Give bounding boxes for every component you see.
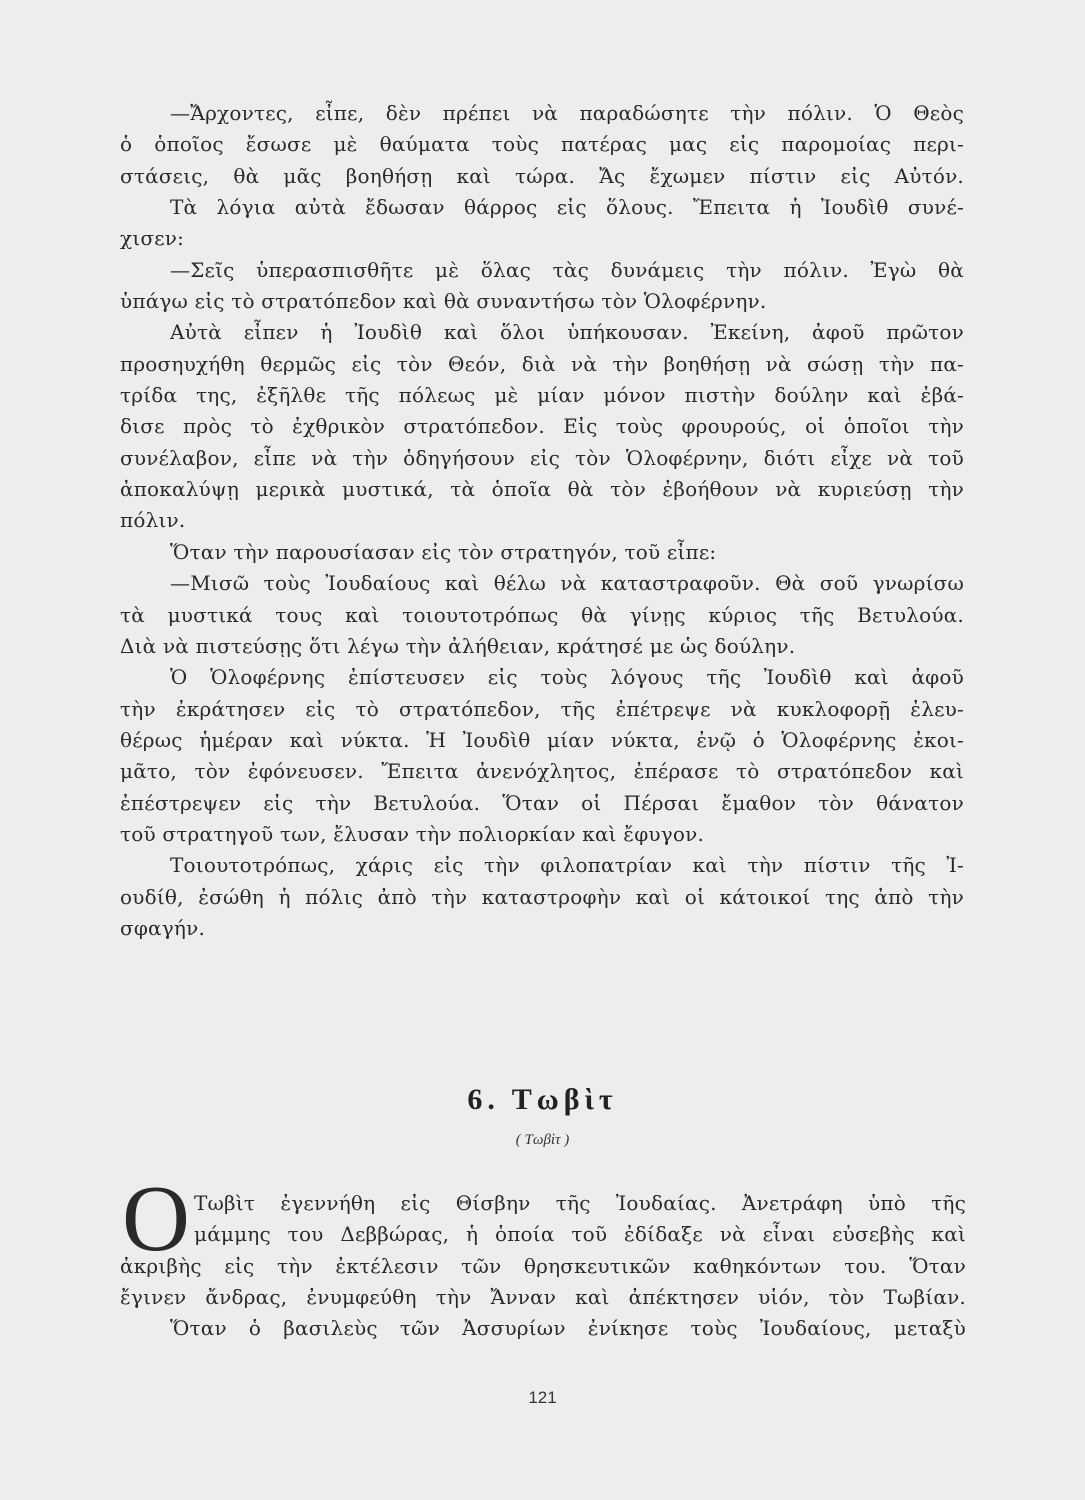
section-title: 6. Τωβὶτ bbox=[467, 1083, 618, 1116]
text-line: τὰ μυστικά τους καὶ τοιουτοτρόπως θὰ γίνῃς κύριος τῆς Βετυλούα. bbox=[120, 602, 964, 627]
text-line: Τωβὶτ ἐγεννήθη εἰς Θίσβην τῆς Ἰουδαίας. Ἀνετράφη ὑπὸ τῆς bbox=[194, 1191, 966, 1215]
text-line: Διὰ νὰ πιστεύσῃς ὅτι λέγω τὴν ἀλήθειαν, κράτησέ με ὡς δούλην. bbox=[120, 633, 796, 658]
text-line: τὴν ἐκράτησεν εἰς τὸ στρατόπεδον, τῆς ἐπέτρεψε νὰ κυκλοφορῇ ἐλευ- bbox=[120, 696, 964, 721]
drop-cap: Ο bbox=[122, 1167, 190, 1271]
main-text-block bbox=[120, 98, 964, 944]
text-line: Αὐτὰ εἶπεν ἡ Ἰουδὶθ καὶ ὅλοι ὑπήκουσαν. Ἐκείνη, ἀφοῦ πρῶτον bbox=[170, 320, 964, 345]
text-line: ὑπάγω εἰς τὸ στρατόπεδον καὶ θὰ συναντήσω τὸν Ὁλοφέρνην. bbox=[120, 289, 767, 314]
text-line: συνέλαβον, εἶπε νὰ τὴν ὁδηγήσουν εἰς τὸν Ὁλοφέρνην, διότι εἶχε νὰ τοῦ bbox=[120, 445, 964, 470]
text-line: Τὰ λόγια αὐτὰ ἔδωσαν θάρρος εἰς ὅλους. Ἔπειτα ἡ Ἰουδὶθ συνέ- bbox=[170, 195, 964, 220]
text-line: σφαγήν. bbox=[120, 915, 206, 940]
text-line: ὁ ὁποῖος ἔσωσε μὲ θαύματα τοὺς πατέρας μας εἰς παρομοίας περι- bbox=[120, 132, 964, 157]
text-line: χισεν: bbox=[120, 226, 185, 251]
text-line: τρίδα της, ἐξῆλθε τῆς πόλεως μὲ μίαν μόνον πιστὴν δούλην καὶ ἐβά- bbox=[120, 383, 964, 408]
text-line: ἀκριβὴς εἰς τὴν ἐκτέλεσιν τῶν θρησκευτικῶν καθηκόντων του. Ὅταν bbox=[120, 1253, 966, 1278]
text-line: —Μισῶ τοὺς Ἰουδαίους καὶ θέλω νὰ καταστραφοῦν. Θὰ σοῦ γνωρίσω bbox=[170, 571, 964, 596]
text-line: δισε πρὸς τὸ ἐχθρικὸν στρατόπεδον. Εἰς τοὺς φρουρούς, οἱ ὁποῖοι τὴν bbox=[120, 414, 964, 439]
text-line: προσηυχήθη θερμῶς εἰς τὸν Θεόν, διὰ νὰ τὴν βοηθήσῃ νὰ σώσῃ τὴν πα- bbox=[120, 351, 964, 376]
text-line: μᾶτο, τὸν ἐφόνευσεν. Ἔπειτα ἀνενόχλητος, ἐπέρασε τὸ στρατόπεδον καὶ bbox=[120, 759, 964, 784]
text-line: πόλιν. bbox=[120, 508, 186, 533]
tobit-text-block bbox=[120, 1188, 966, 1345]
text-line: τοῦ στρατηγοῦ των, ἔλυσαν τὴν πολιορκίαν καὶ ἔφυγον. bbox=[120, 821, 705, 846]
text-line: Ὅταν τὴν παρουσίασαν εἰς τὸν στρατηγόν, τοῦ εἶπε: bbox=[170, 539, 717, 564]
text-line: Ὅταν ὁ βασιλεὺς τῶν Ἀσσυρίων ἐνίκησε τοὺς Ἰουδαίους, μεταξὺ bbox=[170, 1316, 966, 1341]
text-line: στάσεις, θὰ μᾶς βοηθήσῃ καὶ τώρα. Ἄς ἔχωμεν πίστιν εἰς Αὐτόν. bbox=[120, 163, 964, 188]
text-line: ἔγινεν ἄνδρας, ἐνυμφεύθη τὴν Ἄνναν καὶ ἀπέκτησεν υἱόν, τὸν Τωβίαν. bbox=[120, 1285, 966, 1310]
text-line: ἐπέστρεψεν εἰς τὴν Βετυλούα. Ὅταν οἱ Πέρσαι ἔμαθον τὸν θάνατον bbox=[120, 790, 964, 815]
section-subtitle: ( Τωβὶτ ) bbox=[515, 1132, 570, 1148]
page-number: 121 bbox=[528, 1388, 557, 1407]
text-line: ἀποκαλύψῃ μερικὰ μυστικά, τὰ ὁποῖα θὰ τὸν ἐβοήθουν νὰ κυριεύσῃ τὴν bbox=[120, 477, 964, 502]
text-line: θέρως ἡμέραν καὶ νύκτα. Ἡ Ἰουδὶθ μίαν νύκτα, ἐνῷ ὁ Ὁλοφέρνης ἐκοι- bbox=[120, 727, 964, 752]
text-line: —Σεῖς ὑπερασπισθῆτε μὲ ὅλας τὰς δυνάμεις τὴν πόλιν. Ἐγὼ θὰ bbox=[170, 257, 964, 282]
text-line: Τοιουτοτρόπως, χάρις εἰς τὴν φιλοπατρίαν καὶ τὴν πίστιν τῆς Ἰ- bbox=[170, 853, 964, 878]
text-line: ουδίθ, ἐσώθη ἡ πόλις ἀπὸ τὴν καταστροφὴν καὶ οἱ κάτοικοί της ἀπὸ τὴν bbox=[120, 884, 964, 909]
text-line: μάμμης του Δεββώρας, ἡ ὁποία τοῦ ἐδίδαξε νὰ εἶναι εὐσεβὴς καὶ bbox=[194, 1222, 966, 1247]
text-line: Ὁ Ὁλοφέρνης ἐπίστευσεν εἰς τοὺς λόγους τῆς Ἰουδὶθ καὶ ἀφοῦ bbox=[170, 665, 964, 690]
text-line: —Ἄρχοντες, εἶπε, δὲν πρέπει νὰ παραδώσητε τὴν πόλιν. Ὁ Θεὸς bbox=[170, 101, 964, 125]
